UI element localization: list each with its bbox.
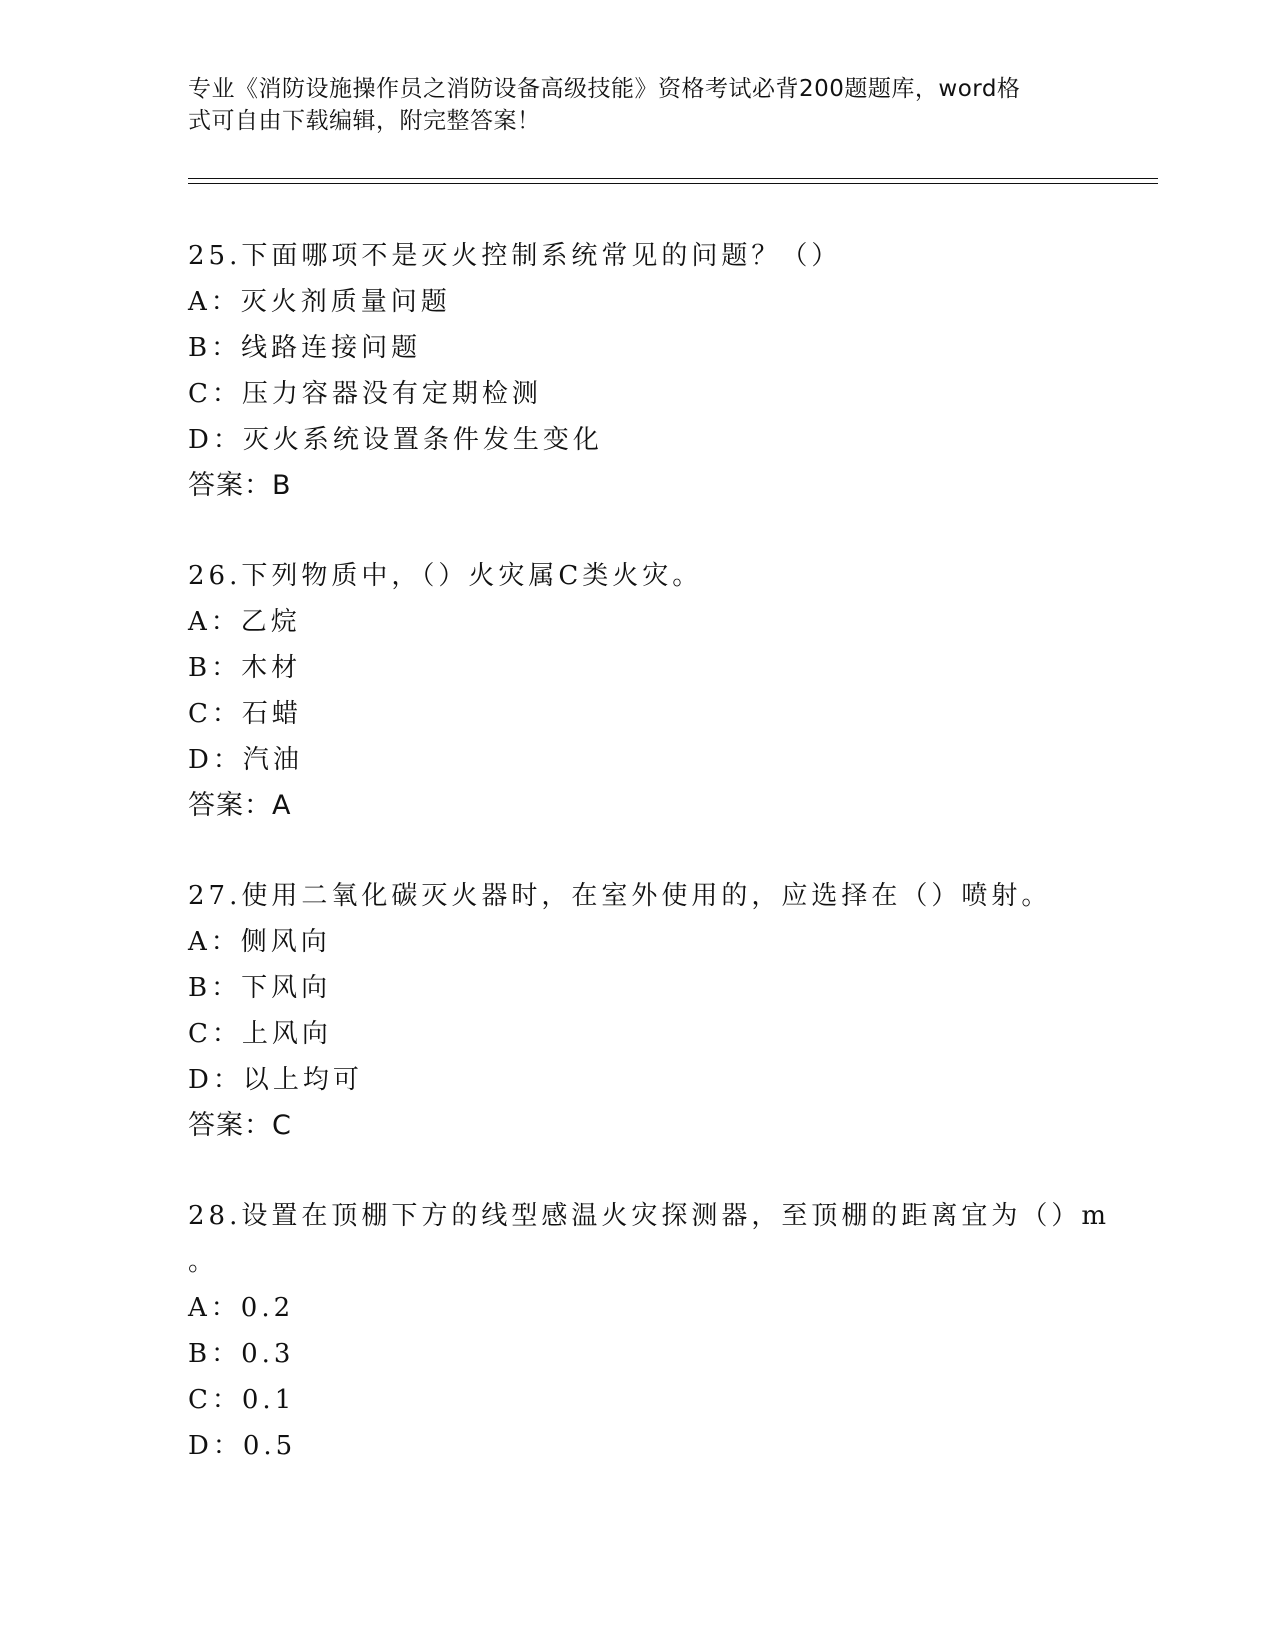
question-stem: 25.下面哪项不是灭火控制系统常见的问题？（） xyxy=(188,241,842,271)
option-b: B：下风向 xyxy=(188,973,332,1003)
option-d: D：0.5 xyxy=(188,1431,297,1461)
option-d: D：以上均可 xyxy=(188,1065,363,1095)
question-stem: 28.设置在顶棚下方的线型感温火灾探测器，至顶棚的距离宜为（）m xyxy=(188,1201,1111,1231)
option-a: A：0.2 xyxy=(188,1293,295,1323)
option-c: C：石蜡 xyxy=(188,699,302,729)
header-divider-top xyxy=(188,178,1158,179)
question-stem: 26.下列物质中，（）火灾属C类火灾。 xyxy=(188,561,703,591)
question-28 xyxy=(188,1193,1111,1469)
option-b: B：线路连接问题 xyxy=(188,333,422,363)
option-a: A：灭火剂质量问题 xyxy=(188,287,451,317)
question-27 xyxy=(188,873,1088,1149)
question-26 xyxy=(188,553,1088,829)
question-stem: 27.使用二氧化碳灭火器时，在室外使用的，应选择在（）喷射。 xyxy=(188,881,1052,911)
header-line-2: 式可自由下载编辑，附完整答案！ xyxy=(188,108,541,134)
option-a: A：乙烷 xyxy=(188,607,301,637)
option-c: C：上风向 xyxy=(188,1019,332,1049)
option-c: C：0.1 xyxy=(188,1385,296,1415)
option-a: A：侧风向 xyxy=(188,927,331,957)
option-c: C：压力容器没有定期检测 xyxy=(188,379,542,409)
answer-line: 答案：A xyxy=(188,790,292,821)
answer-line: 答案：B xyxy=(188,470,292,501)
question-stem-continuation: 。 xyxy=(188,1247,219,1277)
header-line-1: 专业《消防设施操作员之消防设备高级技能》资格考试必背200题题库，word格 xyxy=(188,76,1021,102)
option-d: D：汽油 xyxy=(188,745,303,775)
question-25 xyxy=(188,233,1088,509)
document-header xyxy=(188,73,1068,137)
option-d: D：灭火系统设置条件发生变化 xyxy=(188,425,603,455)
option-b: B：木材 xyxy=(188,653,302,683)
answer-line: 答案：C xyxy=(188,1110,292,1141)
option-b: B：0.3 xyxy=(188,1339,295,1369)
header-divider-bottom xyxy=(188,183,1158,184)
